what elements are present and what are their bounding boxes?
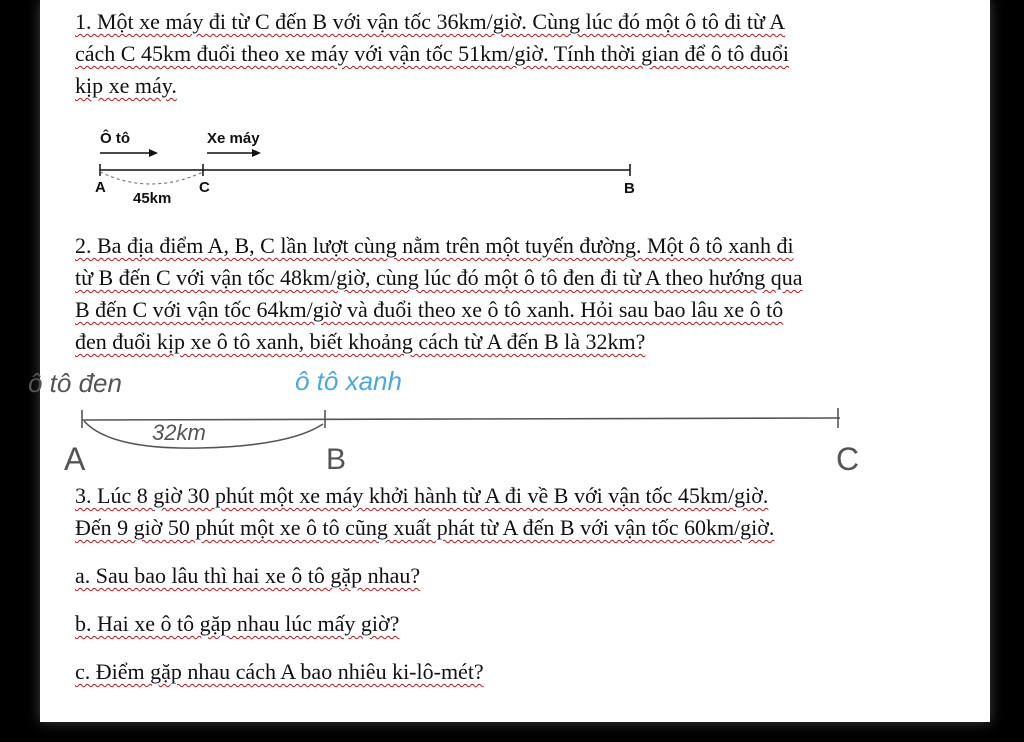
handwritten-point-b: B	[326, 443, 347, 476]
problem-3-question-c-block	[75, 656, 975, 688]
handwritten-blue-car-label: ô tô xanh	[295, 366, 402, 396]
problem-3-question-a: a. Sau bao lâu thì hai xe ô tô gặp nhau?	[75, 563, 421, 588]
problem-2-line-1: 2. Ba địa điểm A, B, C lần lượt cùng nằm trên một tuyến đường. Một ô tô xanh đi	[75, 233, 794, 258]
problem-3-line-2: Đến 9 giờ 50 phút một xe ô tô cũng xuất phát từ A đến B với vận tốc 60km/giờ.	[75, 515, 775, 540]
problem-2-line-4: đen đuổi kịp xe ô tô xanh, biết khoảng cách từ A đến B là 32km?	[75, 329, 646, 354]
handwritten-black-car-label: ô tô đen	[28, 368, 122, 398]
problem-3-question-b: b. Hai xe ô tô gặp nhau lúc mấy giờ?	[75, 611, 400, 636]
problem-3-line-1: 3. Lúc 8 giờ 30 phút một xe máy khởi hành từ A đi về B với vận tốc 45km/giờ.	[75, 483, 769, 508]
problem-3-question-c: c. Điểm gặp nhau cách A bao nhiêu ki-lô-mét?	[75, 659, 484, 684]
problem-2-line-2: từ B đến C với vận tốc 48km/giờ, cùng lúc đó một ô tô đen đi từ A theo hướng qua	[75, 265, 803, 290]
point-a-label: A	[95, 179, 106, 196]
car-label: Ô tô	[100, 130, 130, 147]
problem-3-text	[75, 480, 975, 544]
handwritten-distance-32km: 32km	[152, 420, 206, 445]
handwritten-point-c: C	[836, 441, 860, 477]
motorbike-label: Xe máy	[207, 130, 260, 147]
point-b-label: B	[624, 180, 635, 197]
point-c-label: C	[199, 179, 210, 196]
problem-3-question-b-block	[75, 608, 975, 640]
handwritten-point-a: A	[64, 441, 86, 477]
problem-2-line-3: B đến C với vận tốc 64km/giờ và đuổi theo xe ô tô xanh. Hỏi sau bao lâu xe ô tô	[75, 297, 784, 322]
problem-3-question-a-block	[75, 560, 975, 592]
problem-1-line-1: 1. Một xe máy đi từ C đến B với vận tốc 36km/giờ. Cùng lúc đó một ô tô đi từ A	[75, 9, 786, 34]
problem-1-line-2: cách C 45km đuổi theo xe máy với vận tốc 51km/giờ. Tính thời gian để ô tô đuổi	[75, 41, 789, 66]
document-page	[28, 0, 990, 722]
distance-label-45km: 45km	[133, 190, 172, 207]
problem-1-line-3: kịp xe máy.	[75, 73, 177, 98]
